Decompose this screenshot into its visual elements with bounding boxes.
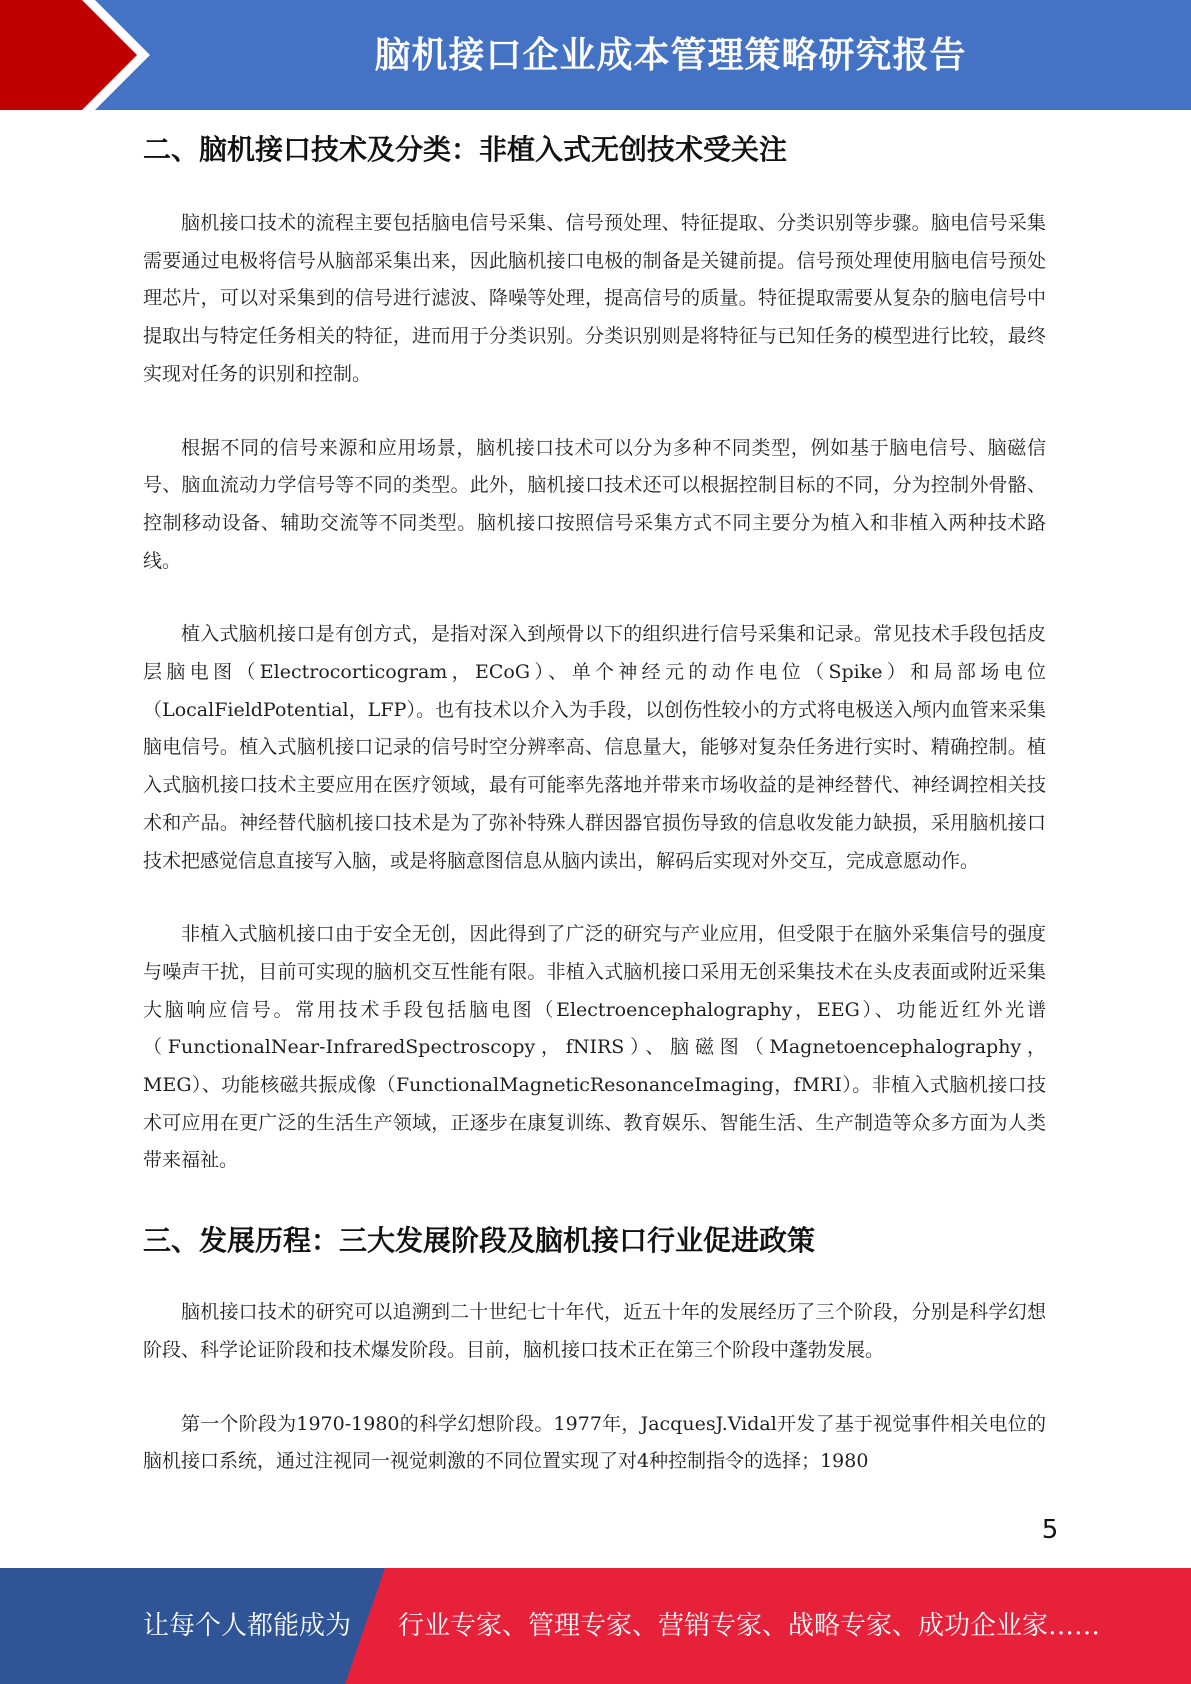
paragraph: 脑机接口技术的流程主要包括脑电信号采集、信号预处理、特征提取、分类识别等步骤。脑电信号采集需要通过电极将信号从脑部采集出来，因此脑机接口电极的制备是关键前提。信号预处理使用脑电信号预处理芯片，可以对采集到的信号进行滤波、降噪等处理，提高信号的质量。特征提取需要从复杂的脑电信号中提取出与特定任务相关的特征，进而用于分类识别。分类识别则是将特征与已知任务的模型进行比较，最终实现对任务的识别和控制。 [143, 212, 1046, 385]
paragraph: 非植入式脑机接口由于安全无创，因此得到了广泛的研究与产业应用，但受限于在脑外采集信号的强度与噪声干扰，目前可实现的脑机交互性能有限。非植入式脑机接口采用无创采集技术在头皮表面或附近采集大脑响应信号。常用技术手段包括脑电图（Electroencephalography，EEG）、功能近红外光谱（FunctionalNear-InfraredSpectroscopy，fNIRS）、脑磁图（Magnetoencephalography，MEG）、功能核磁共振成像（FunctionalMagneticResonanceImaging，fMRI）。非植入式脑机接口技术可应用在更广泛的生活生产领域，正逐步在康复训练、教育娱乐、智能生活、生产制造等众多方面为人类带来福祉。 [143, 923, 1046, 1172]
page-number: 5 [1041, 1515, 1059, 1545]
section-heading-history: 三、发展历程：三大发展阶段及脑机接口行业促进政策 [143, 1224, 816, 1258]
footer-slogan-right: 行业专家、管理专家、营销专家、战略专家、成功企业家…… [398, 1611, 1101, 1641]
paragraph: 根据不同的信号来源和应用场景，脑机接口技术可以分为多种不同类型，例如基于脑电信号、脑磁信号、脑血流动力学信号等不同的类型。此外，脑机接口技术还可以根据控制目标的不同，分为控制外骨骼、控制移动设备、辅助交流等不同类型。脑机接口按照信号采集方式不同主要分为植入和非植入两种技术路线。 [143, 436, 1046, 572]
report-title: 脑机接口企业成本管理策略研究报告 [374, 34, 967, 76]
page-header [0, 0, 1191, 110]
section-heading-classification: 二、脑机接口技术及分类：非植入式无创技术受关注 [143, 133, 788, 166]
paragraph: 第一个阶段为1970-1980的科学幻想阶段。1977年，JacquesJ.Vidal开发了基于视觉事件相关电位的脑机接口系统，通过注视同一视觉刺激的不同位置实现了对4种控制指令的选择；1980 [143, 1412, 1046, 1473]
document-body [143, 125, 1046, 1517]
paragraph: 脑机接口技术的研究可以追溯到二十世纪七十年代，近五十年的发展经历了三个阶段，分别是科学幻想阶段、科学论证阶段和技术爆发阶段。目前，脑机接口技术正在第三个阶段中蓬勃发展。 [143, 1301, 1046, 1361]
footer-slogan-left: 让每个人都能成为 [143, 1611, 352, 1641]
page-footer [0, 1568, 1191, 1684]
paragraph: 植入式脑机接口是有创方式，是指对深入到颅骨以下的组织进行信号采集和记录。常见技术手段包括皮层脑电图（Electrocorticogram，ECoG）、单个神经元的动作电位（Spike）和局部场电位（LocalFieldPotential，LFP）。也有技术以介入为手段，以创伤性较小的方式将电极送入颅内血管来采集脑电信号。植入式脑机接口记录的信号时空分辨率高、信息量大，能够对复杂任务进行实时、精确控制。植入式脑机接口技术主要应用在医疗领域，最有可能率先落地并带来市场收益的是神经替代、神经调控相关技术和产品。神经替代脑机接口技术是为了弥补特殊人群因器官损伤导致的信息收发能力缺损，采用脑机接口技术把感觉信息直接写入脑，或是将脑意图信息从脑内读出，解码后实现对外交互，完成意愿动作。 [143, 623, 1046, 872]
